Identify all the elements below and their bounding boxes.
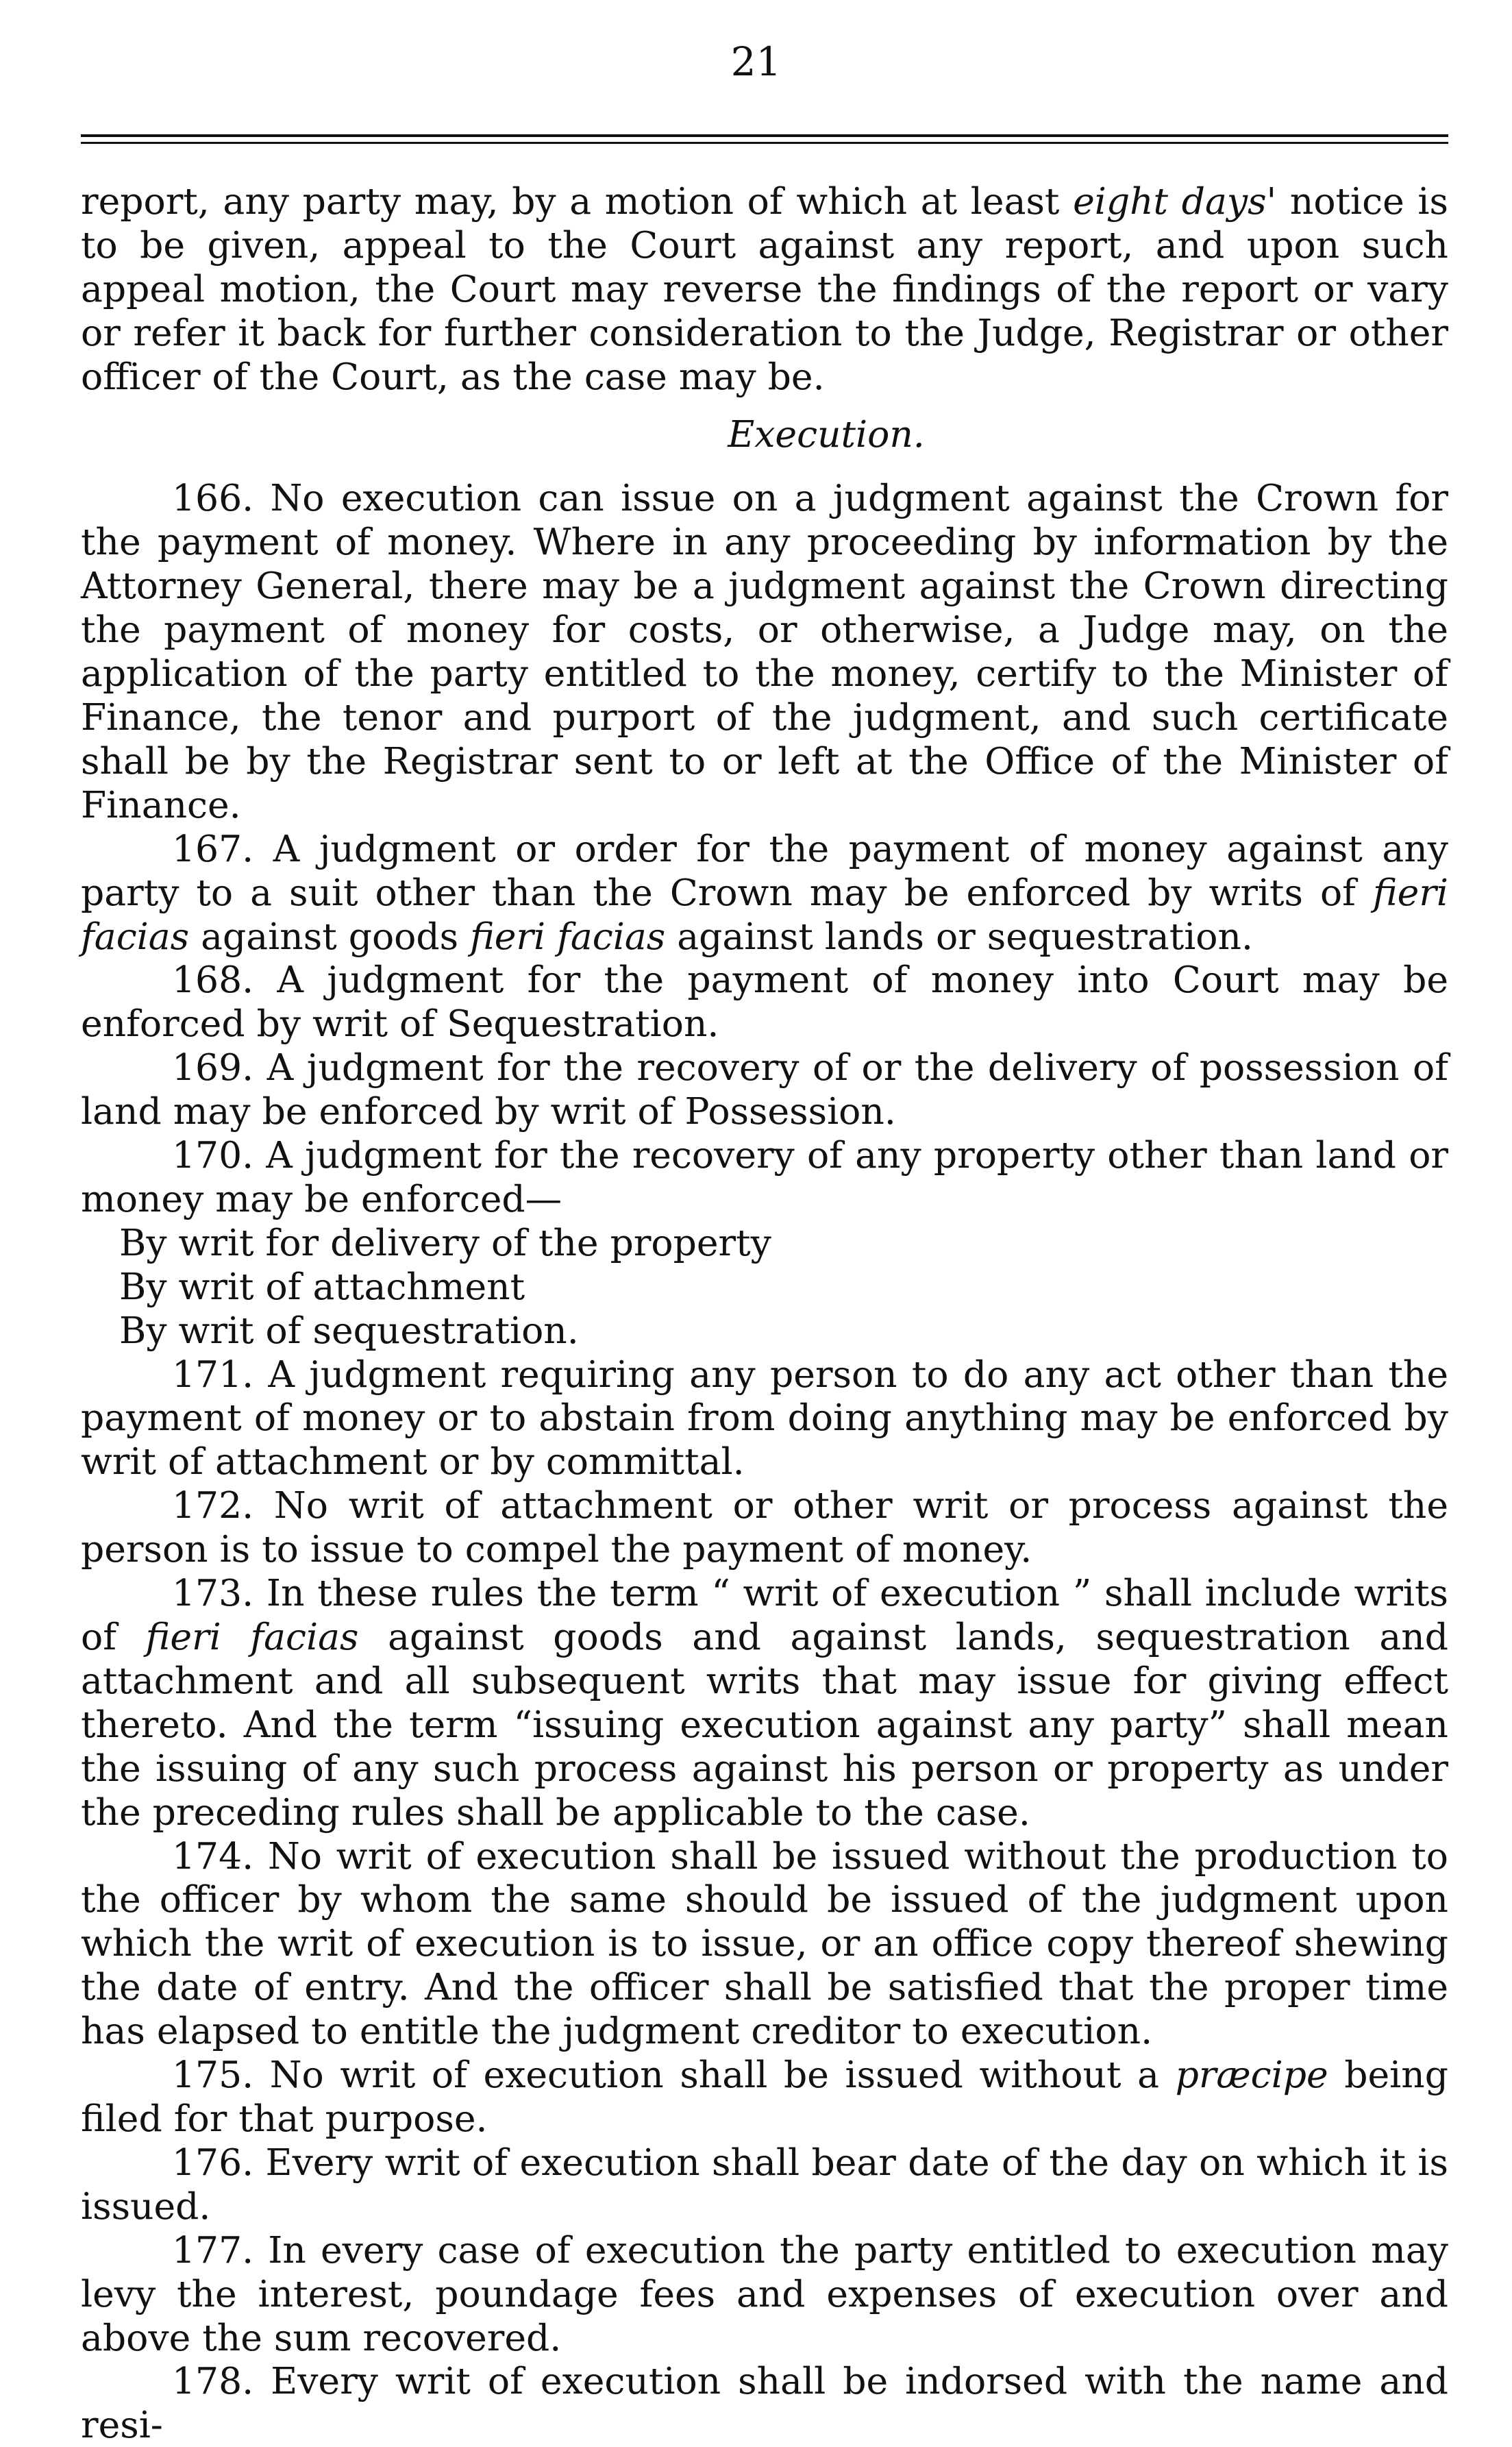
rule-168: 168. A judgment for the payment of money into Court may be enforced by writ of Sequestration. [81,958,1448,1046]
page-number: 21 [730,38,782,85]
rule-170: 170. A judgment for the recovery of any property other than land or money may be enforced— [81,1133,1448,1220]
rule-170-item: By writ of attachment [119,1264,525,1308]
rule-170-item: By writ for delivery of the property [119,1220,771,1264]
section-heading-execution: Execution. [728,412,925,456]
rule-172: 172. No writ of attachment or other writ or process against the person is to issue to compel the payment of money. [81,1484,1448,1571]
rule-178: 178. Every writ of execution shall be indorsed with the name and resi- [81,2359,1448,2447]
rule-173: 173. In these rules the term “ writ of execution ” shall include writs of fieri facias against goods and against lands, sequestration and attachment and all subsequent writs that may issue for giving effect thereto. And the term “issuing execution against any party” shall mean the issuing of any such process against his person or property as under the preceding rules shall be applicable to the case. [81,1571,1448,1834]
rule-170-item: By writ of sequestration. [119,1308,579,1352]
paragraph-intro: report, any party may, by a motion of which at least eight days' notice is to be given, appeal to the Court against any report, and upon such appeal motion, the Court may reverse the findings of the report or vary or refer it back for further consideration to the Judge, Registrar or other officer of the Court, as the case may be. [81,180,1448,398]
header-double-rule [81,134,1448,144]
rule-174: 174. No writ of execution shall be issued without the production to the officer by whom the same should be issued of the judgment upon which the writ of execution is to issue, or an office copy thereof shewing the date of entry. And the officer shall be satisfied that the proper time has elapsed to entitle the judgment creditor to execution. [81,1834,1448,2053]
rule-166: 166. No execution can issue on a judgment against the Crown for the payment of money. Where in any proceeding by information by the Attorney General, there may be a judgment against the Crown directing the payment of money for costs, or otherwise, a Judge may, on the application of the party entitled to the money, certify to the Minister of Finance, the tenor and purport of the judgment, and such certificate shall be by the Registrar sent to or left at the Office of the Minister of Finance. [81,476,1448,826]
rule-176: 176. Every writ of execution shall bear date of the day on which it is issued. [81,2140,1448,2228]
rule-169: 169. A judgment for the recovery of or the delivery of possession of land may be enforced by writ of Possession. [81,1046,1448,1133]
rule-177: 177. In every case of execution the party entitled to execution may levy the interest, poundage fees and expenses of execution over and above the sum recovered. [81,2228,1448,2359]
rule-167: 167. A judgment or order for the payment of money against any party to a suit other than the Crown may be enforced by writs of fieri facias against goods fieri facias against lands or sequestration. [81,826,1448,958]
rule-175: 175. No writ of execution shall be issued without a præcipe being filed for that purpose. [81,2053,1448,2140]
document-body [81,180,1448,2447]
rule-171: 171. A judgment requiring any person to do any act other than the payment of money or to abstain from doing anything may be enforced by writ of attachment or by committal. [81,1352,1448,1484]
